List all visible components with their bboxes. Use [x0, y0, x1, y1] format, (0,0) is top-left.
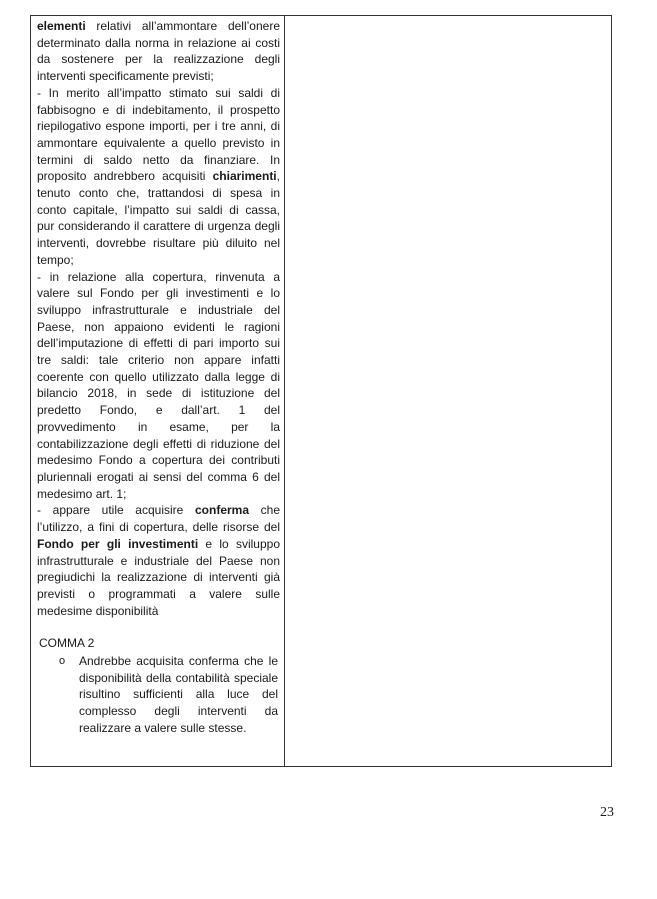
table-right-column [285, 16, 611, 766]
paragraph-conferma-fondo: - appare utile acquisire conferma che l’utilizzo, a fini di copertura, delle risorse del Fondo per gli investimenti e lo sviluppo infrastrutturale e industriale del Paese non pregiudichi la realizzazione di interventi già previsti o programmati a valere sulle medesime disponibilità [37, 503, 281, 618]
paragraph-elementi: elementi relativi all’ammontare dell’onere determinato dalla norma in relazione ai costi da sostenere per la realizzazione degli interventi specificamente previsti; [37, 19, 280, 84]
comma-2-bullet-text: Andrebbe acquisita conferma che le disponibilità della contabilità speciale risultino sufficienti alla luce del complesso degli interventi da realizzare a valere sulle stesse. [79, 654, 278, 735]
table-left-column [31, 16, 285, 766]
comma-2-heading: COMMA 2 [39, 636, 95, 651]
hollow-bullet-icon: o [59, 655, 66, 668]
page-number: 23 [600, 805, 614, 820]
comma-2-bullet-item [37, 653, 280, 737]
document-table [30, 15, 612, 767]
paragraph-copertura: - in relazione alla copertura, rinvenuta a valere sul Fondo per gli investimenti e lo sviluppo infrastrutturale e industriale del Paese, non appaiono evidenti le ragioni dell’imputazione di effetti di pari importo sui tre saldi: tale criterio non appare infatti coerente con quello utilizzato dalla legge di bilancio 2018, in sede di istituzione del predetto Fondo, e dall’art. 1 del provvedimento in esame, per la contabilizzazione degli effetti di riduzione del medesimo Fondo a copertura dei contributi pluriennali erogati ai sensi del comma 6 del medesimo art. 1; [37, 269, 280, 501]
paragraph-impatto-saldi: - In merito all’impatto stimato sui saldi di fabbisogno e di indebitamento, il prospetto riepilogativo espone importi, per i tre anni, di ammontare equivalente a quello previsto in termini di saldo netto da finanziare. In proposito andrebbero acquisiti chiarimenti, tenuto conto che, trattandosi di spesa in conto capitale, l’impatto sui saldi di cassa, pur considerando il carattere di urgenza degli interventi, dovrebbe risultare più diluito nel tempo; [37, 85, 280, 267]
